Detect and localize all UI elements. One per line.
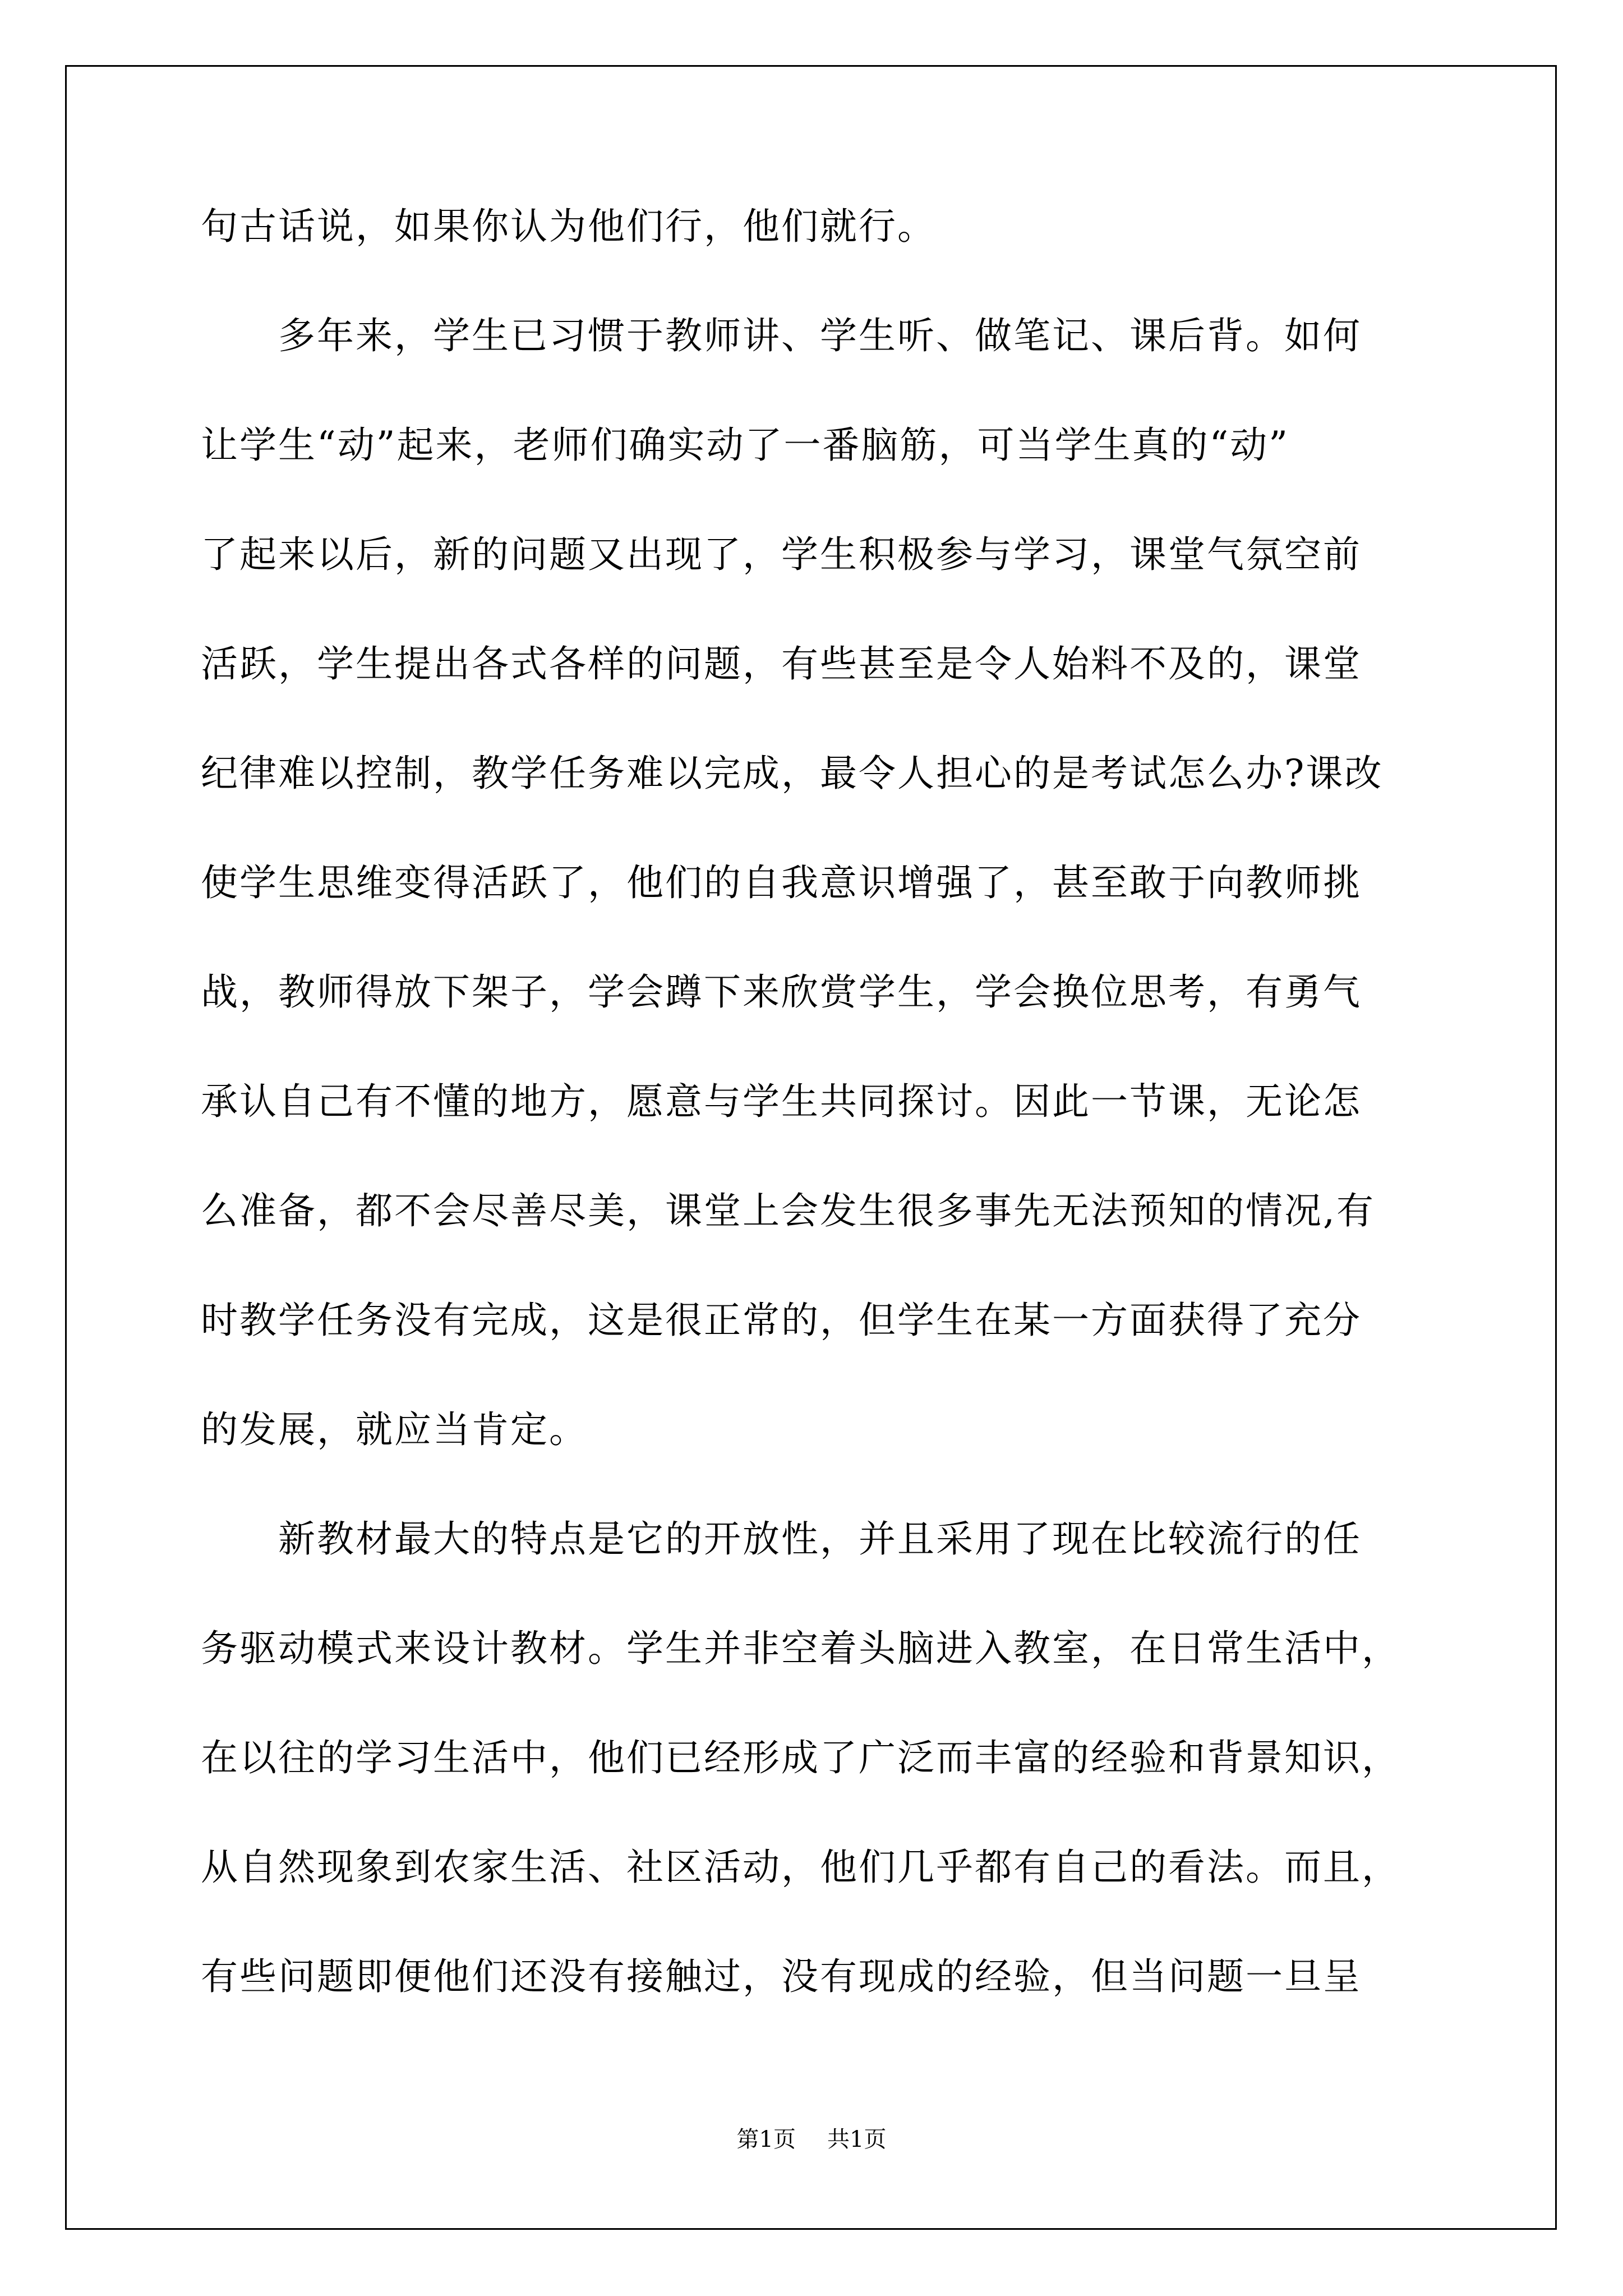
document-body bbox=[201, 206, 1429, 2066]
text-line: 使学生思维变得活跃了，他们的自我意识增强了，甚至敢于向教师挑 bbox=[201, 863, 1362, 904]
page-total: 共1页 bbox=[827, 2127, 887, 2152]
text-line: 战，教师得放下架子，学会蹲下来欣赏学生，学会换位思考，有勇气 bbox=[201, 972, 1362, 1014]
page-footer bbox=[0, 2126, 1623, 2153]
text-line: 活跃，学生提出各式各样的问题，有些甚至是令人始料不及的，课堂 bbox=[201, 644, 1362, 685]
text-line: 时教学任务没有完成，这是很正常的，但学生在某一方面获得了充分 bbox=[201, 1300, 1362, 1342]
text-line: 在以往的学习生活中，他们已经形成了广泛而丰富的经验和背景知识， bbox=[201, 1738, 1400, 1779]
text-line: 的发展，就应当肯定。 bbox=[201, 1410, 588, 1451]
text-line: 承认自己有不懂的地方，愿意与学生共同探讨。因此一节课，无论怎 bbox=[201, 1082, 1362, 1123]
text-line: 让学生“动”起来，老师们确实动了一番脑筋，可当学生真的“动” bbox=[201, 425, 1289, 467]
page-number: 第1页 bbox=[736, 2127, 796, 2152]
text-line: 多年来，学生已习惯于教师讲、学生听、做笔记、课后背。如何 bbox=[201, 316, 1362, 357]
text-line: 从自然现象到农家生活、社区活动，他们几乎都有自己的看法。而且， bbox=[201, 1847, 1400, 1889]
text-line: 么准备，都不会尽善尽美，课堂上会发生很多事先无法预知的情况,有 bbox=[201, 1191, 1375, 1232]
text-line: 务驱动模式来设计教材。学生并非空着头脑进入教室，在日常生活中， bbox=[201, 1628, 1400, 1670]
text-line: 了起来以后，新的问题又出现了，学生积极参与学习，课堂气氛空前 bbox=[201, 535, 1362, 576]
text-line: 新教材最大的特点是它的开放性，并且采用了现在比较流行的任 bbox=[201, 1519, 1362, 1561]
text-line: 有些问题即便他们还没有接触过，没有现成的经验，但当问题一旦呈 bbox=[201, 1957, 1362, 1998]
text-line: 句古话说，如果你认为他们行，他们就行。 bbox=[201, 206, 936, 248]
text-line: 纪律难以控制，教学任务难以完成，最令人担心的是考试怎么办?课改 bbox=[201, 753, 1384, 795]
